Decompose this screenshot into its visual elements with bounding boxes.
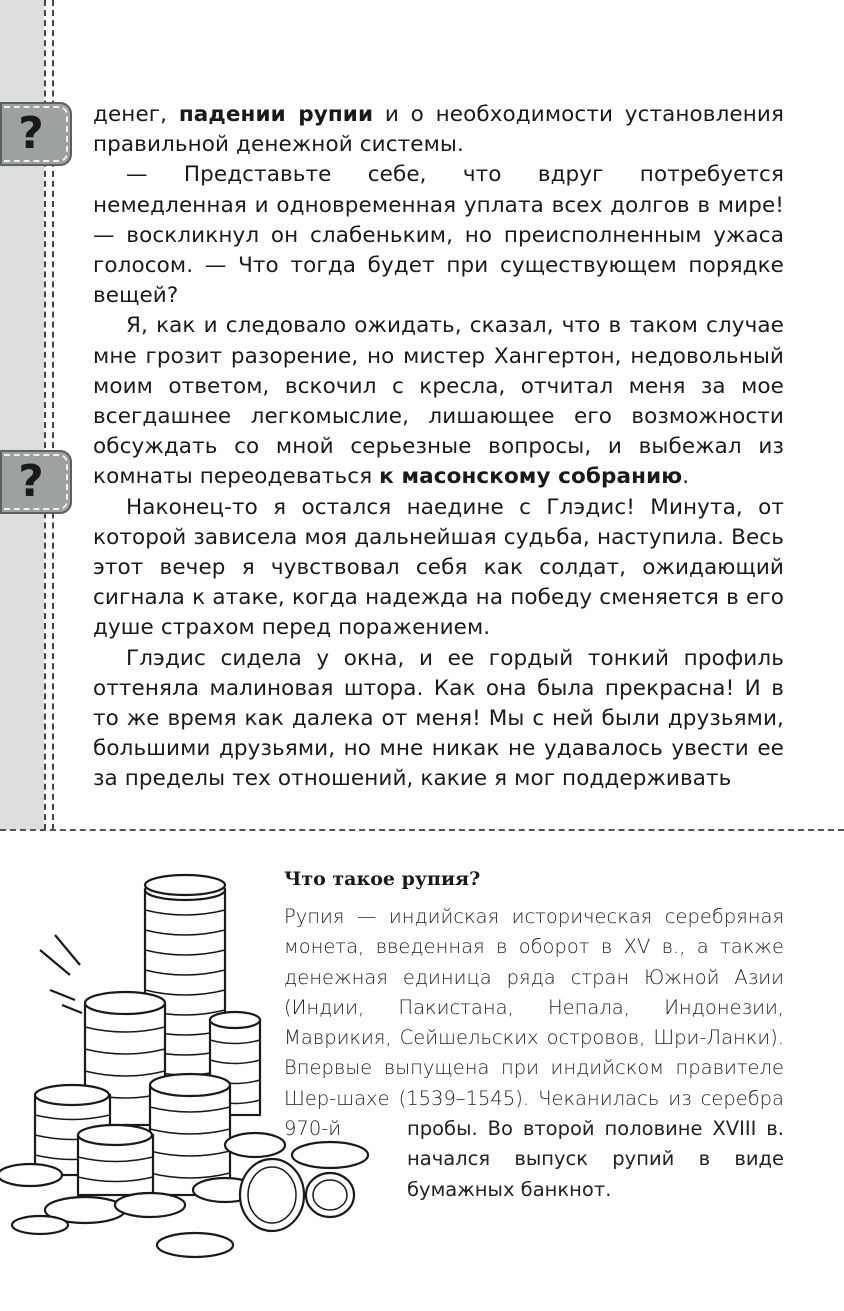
question-marker-tab [0, 450, 72, 514]
highlight-term: падении рупии [178, 102, 374, 127]
main-text [93, 100, 784, 795]
question-mark-icon: ? [18, 456, 44, 507]
question-marker-tab [0, 102, 72, 166]
highlight-term: к масонскому собранию [379, 464, 683, 490]
sidebar-text: Рупия — индийская историческая серебряная монета, введенная в оборот в XV в., а также денежная единица ряда стран Южной Азии (Индии, Пакистана, Непала, Индонезии, Маврикия, Сейшельских островов, Шри-Ланки). Впервые выпущена при индийском правителе Шер-шахе (1539–1545). Чеканилась из серебра 970-й [284, 905, 784, 1141]
paragraph: Я, как и следовало ожидать, сказал, что в таком случае мне грозит разорение, но мистер Хангертон, недовольный моим ответом, вскочил с кресла, отчитал меня за мое всегдашнее легкомыслие, лишающее его возможности обсуждать со мной серьезные вопросы, и выбежал из комнаты переодеваться к масонскому собранию. [93, 313, 784, 490]
paragraph: Наконец-то я остался наедине с Глэдис! Минута, от которой зависела моя дальнейшая судьба, наступила. Весь этот вечер я чувствовал себя как солдат, ожидающий сигнала к атаке, когда надежда на победу сменяется в его душе страхом перед поражением. [93, 494, 784, 641]
paragraph: Глэдис сидела у окна, и ее гордый тонкий профиль оттеняла малиновая штора. Как она была прекрасна! И в то же время как далека от меня! Мы с ней были друзьями, большими друзьями, но мне никак не удавалось увести ее за пределы тех отношений, какие я мог поддерживать [93, 645, 784, 792]
sidebar-text-continued: пробы. Во второй половине XVIII в. начался выпуск рупий в виде бумажных банкнот. [407, 1117, 784, 1201]
paragraph: — Представьте себе, что вдруг потребуется немедленная и одновременная уплата всех долгов в мире! — воскликнул он слабеньким, но преисполненным ужаса голосом. — Что тогда будет при существующем порядке вещей? [93, 162, 784, 309]
paragraph: денег, падении рупии и о необходимости установления правильной денежной системы. [93, 102, 785, 158]
question-mark-icon: ? [18, 108, 44, 159]
section-divider [0, 829, 844, 831]
sidebar-title: Что такое рупия? [284, 868, 481, 890]
